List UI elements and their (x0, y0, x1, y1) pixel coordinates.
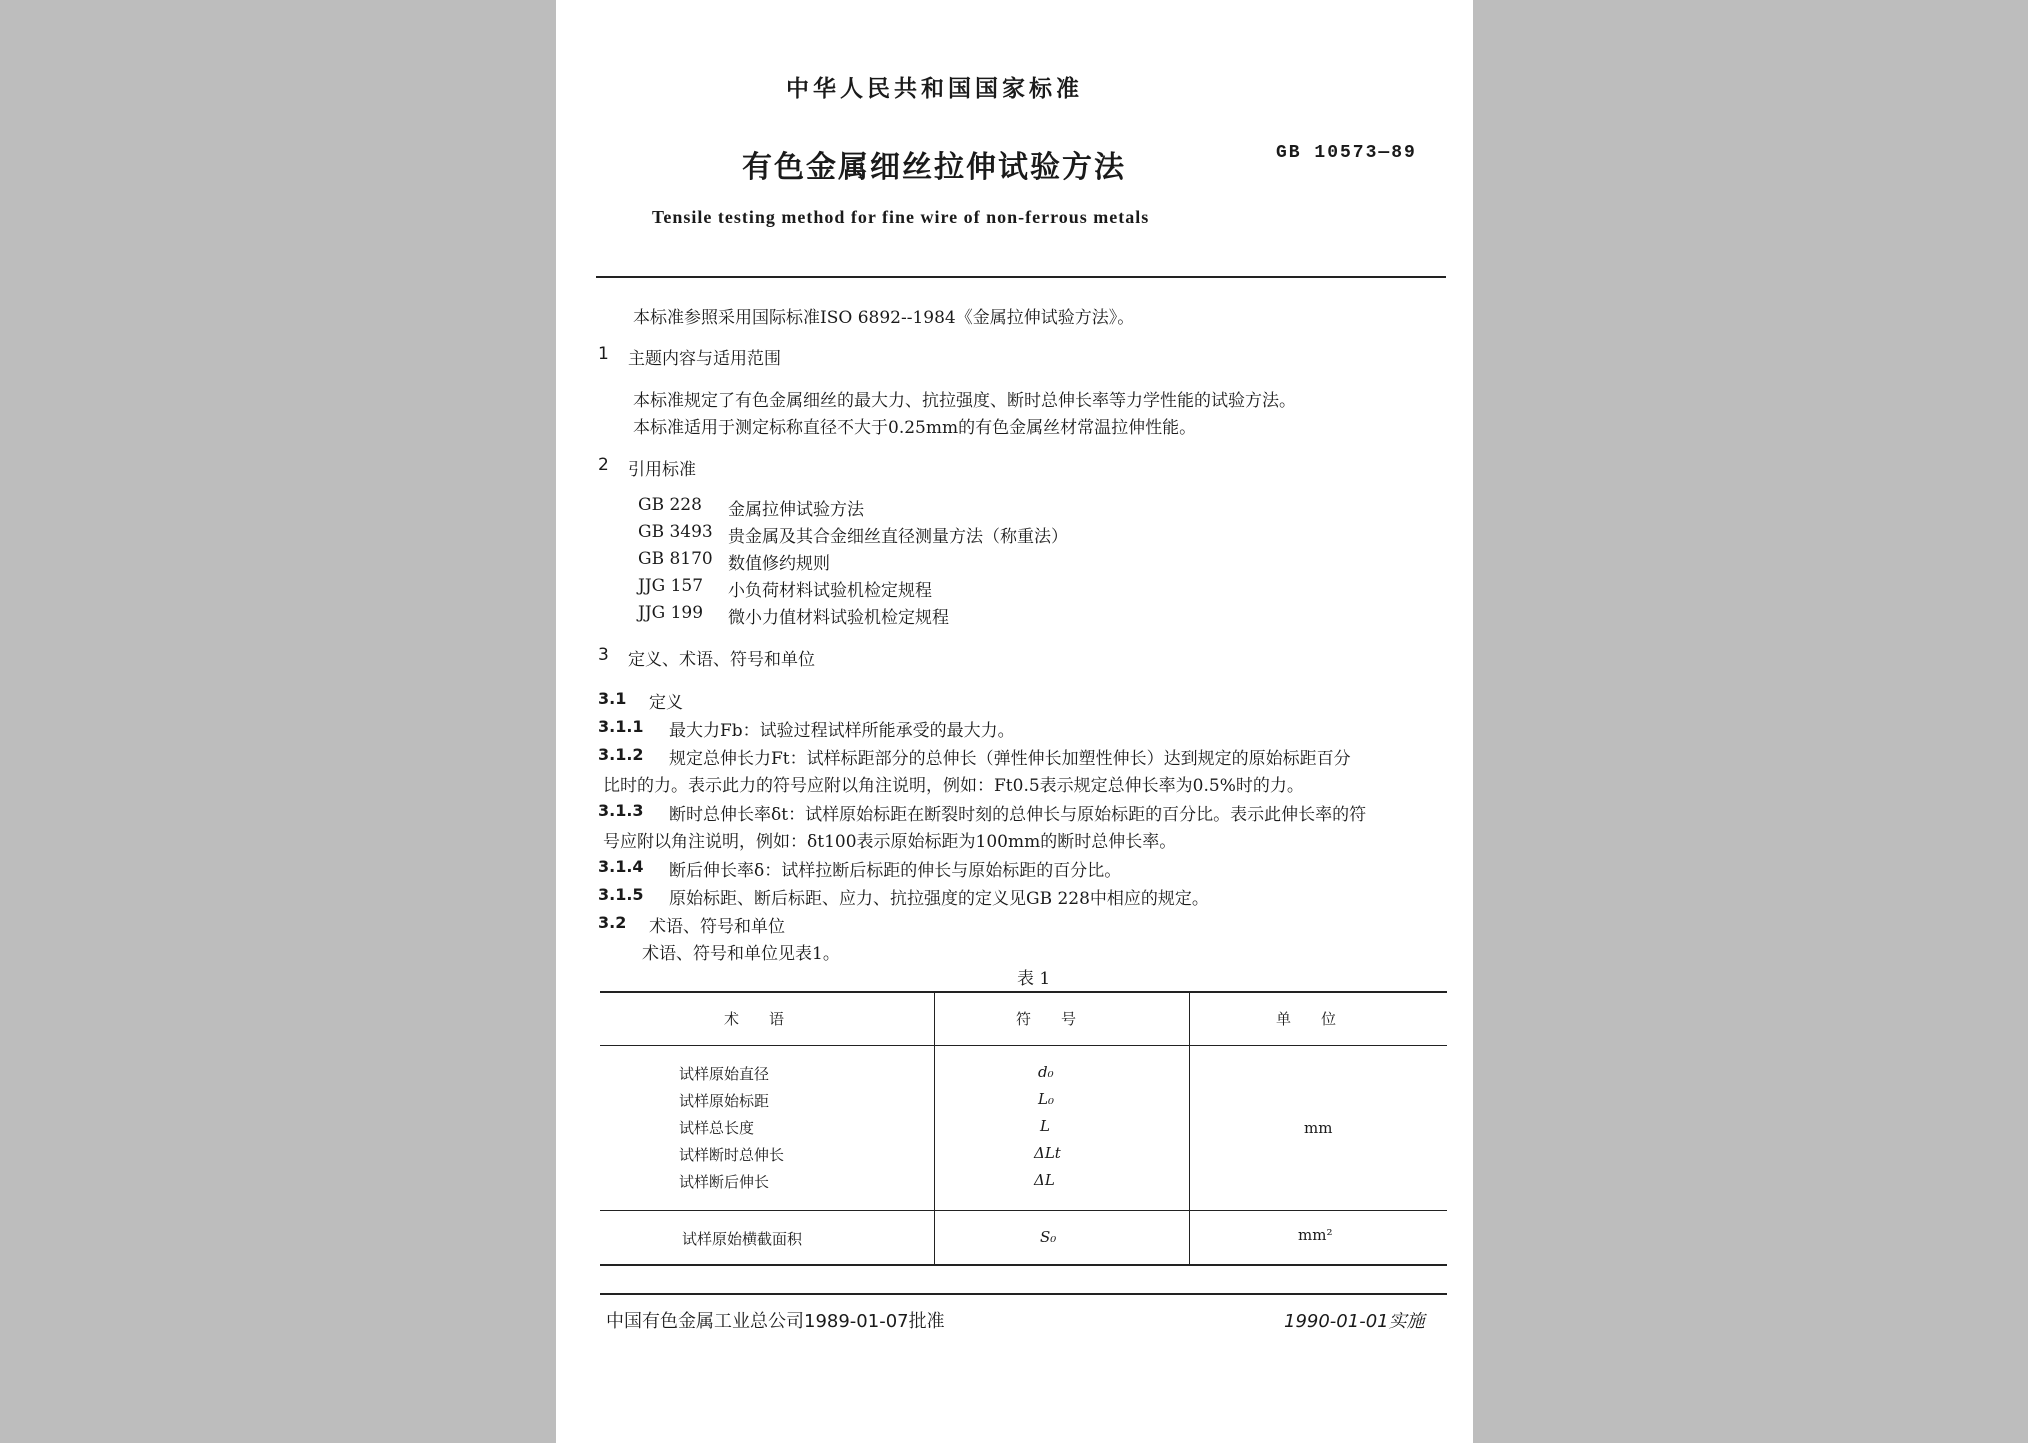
intro-text: 本标准参照采用国际标准ISO 6892--1984《金属拉伸试验方法》。 (633, 308, 1135, 328)
ref-code: GB 228 (638, 495, 702, 515)
unit-cell: mm² (1298, 1226, 1333, 1244)
clause-number: 3.1.5 (598, 885, 644, 904)
term-cell: 试样原始标距 (679, 1092, 770, 1110)
ref-code: JJG 199 (638, 603, 704, 623)
ref-name: 金属拉伸试验方法 (728, 500, 864, 520)
term-cell: 试样原始横截面积 (682, 1230, 803, 1248)
term-cell: 试样总长度 (679, 1119, 755, 1137)
clause-text: 断时总伸长率δt：试样原始标距在断裂时刻的总伸长与原始标距的百分比。表示此伸长率的符 (669, 805, 1367, 825)
section-2-number: 2 (598, 455, 609, 475)
table-top-rule (600, 991, 1447, 993)
header-term: 术 语 (724, 1010, 785, 1028)
section-1-number: 1 (598, 344, 609, 364)
clause-text: 断后伸长率δ：试样拉断后标距的伸长与原始标距的百分比。 (669, 861, 1122, 881)
effective-date: 1990-01-01实施 (1284, 1311, 1425, 1332)
approval-line: 中国有色金属工业总公司1989-01-07批准 (606, 1311, 945, 1332)
term-cell: 试样断后伸长 (679, 1173, 770, 1191)
header-unit: 单 位 (1276, 1010, 1337, 1028)
document-page (556, 0, 1473, 1443)
document-title: 有色金属细丝拉伸试验方法 (742, 150, 1126, 185)
ref-code: JJG 157 (638, 576, 704, 596)
symbol-cell: L₀ (1038, 1090, 1054, 1108)
footer-divider (600, 1293, 1447, 1295)
section-1-line-2: 本标准适用于测定标称直径不大于0.25mm的有色金属丝材常温拉伸性能。 (633, 418, 1197, 438)
ref-name: 数值修约规则 (728, 554, 830, 574)
clause-number: 3.1.3 (598, 801, 644, 820)
clause-title: 定义 (649, 693, 683, 713)
table-bottom-rule (600, 1264, 1447, 1266)
clause-number: 3.1 (598, 689, 627, 708)
ref-name: 微小力值材料试验机检定规程 (728, 608, 949, 628)
clause-number: 3.1.1 (598, 717, 644, 736)
clause-number: 3.1.2 (598, 745, 644, 764)
table-column-divider (1189, 991, 1190, 1264)
header-symbol: 符 号 (1016, 1010, 1077, 1028)
table-column-divider (934, 991, 935, 1264)
clause-text: 术语、符号和单位见表1。 (642, 944, 840, 964)
ref-code: GB 3493 (638, 522, 713, 542)
term-cell: 试样原始直径 (679, 1065, 770, 1083)
section-1-line-1: 本标准规定了有色金属细丝的最大力、抗拉强度、断时总伸长率等力学性能的试验方法。 (633, 391, 1296, 411)
clause-text: 规定总伸长力Ft：试样标距部分的总伸长（弹性伸长加塑性伸长）达到规定的原始标距百分 (669, 749, 1351, 769)
clause-title: 术语、符号和单位 (649, 917, 785, 937)
unit-cell: mm (1304, 1119, 1333, 1137)
standard-type-heading: 中华人民共和国国家标准 (786, 76, 1083, 102)
symbol-cell: ΔLt (1034, 1144, 1061, 1162)
table-header-rule (600, 1045, 1447, 1046)
section-2-title: 引用标准 (628, 460, 696, 480)
clause-text: 最大力Fb：试验过程试样所能承受的最大力。 (669, 721, 1015, 741)
clause-number: 3.2 (598, 913, 627, 932)
symbol-cell: L (1040, 1117, 1050, 1135)
section-1-title: 主题内容与适用范围 (628, 349, 781, 369)
header-divider (596, 276, 1446, 278)
symbol-cell: ΔL (1034, 1171, 1055, 1189)
table-group-rule (600, 1210, 1447, 1211)
section-3-title: 定义、术语、符号和单位 (628, 650, 815, 670)
table-caption: 表 1 (1017, 969, 1051, 989)
symbol-cell: d₀ (1038, 1063, 1054, 1081)
english-title: Tensile testing method for fine wire of non-ferrous metals (652, 207, 1150, 227)
clause-text-continued: 比时的力。表示此力的符号应附以角注说明，例如：Ft0.5表示规定总伸长率为0.5%时的力。 (603, 776, 1304, 796)
clause-text: 原始标距、断后标距、应力、抗拉强度的定义见GB 228中相应的规定。 (669, 889, 1209, 909)
section-3-number: 3 (598, 645, 609, 665)
clause-number: 3.1.4 (598, 857, 644, 876)
symbol-cell: S₀ (1040, 1228, 1057, 1246)
ref-name: 小负荷材料试验机检定规程 (728, 581, 932, 601)
ref-code: GB 8170 (638, 549, 713, 569)
ref-name: 贵金属及其合金细丝直径测量方法（称重法） (728, 527, 1068, 547)
clause-text-continued: 号应附以角注说明，例如：δt100表示原始标距为100mm的断时总伸长率。 (603, 832, 1177, 852)
standard-code: GB 10573—89 (1276, 143, 1417, 163)
term-cell: 试样断时总伸长 (679, 1146, 785, 1164)
